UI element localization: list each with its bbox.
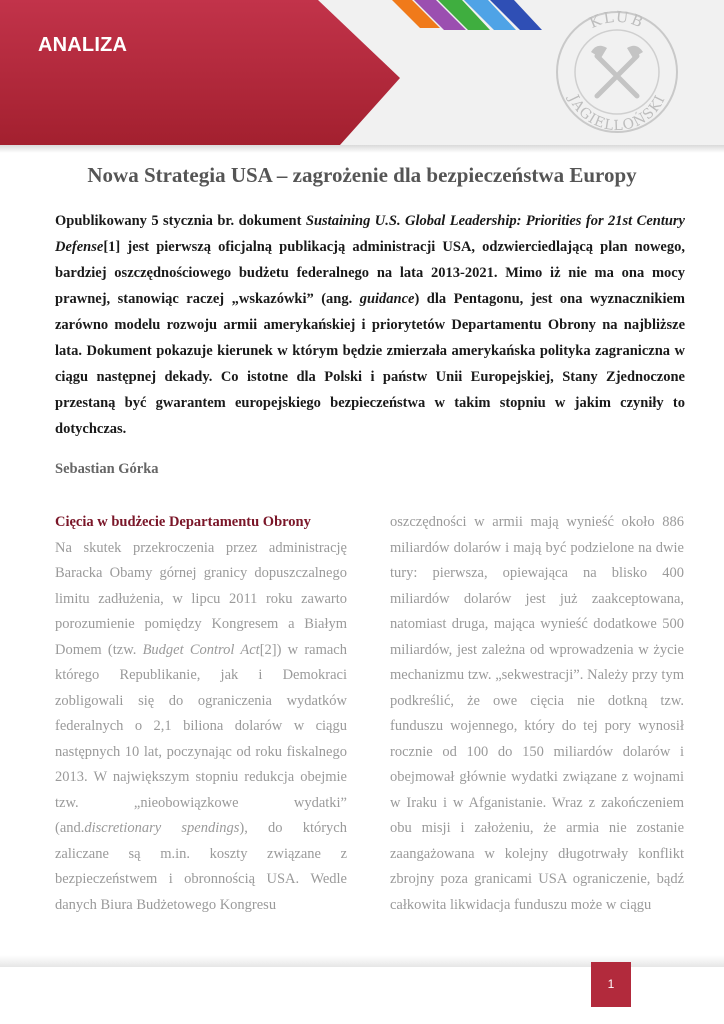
author-name: Sebastian Górka <box>55 461 159 477</box>
lead-text-2: jest pierwszą oficjalną publikacją administracji USA, odzwierciedlającą plan nowego, bardziej oszczędnościowego budżetu federalnego na lata 2013-2021. Mimo iż nie ma ona mocy prawnej, stanowiąc raczej „wskazówki” (ang. <box>55 239 685 307</box>
right-column <box>390 510 684 918</box>
lead-text-1: Opublikowany 5 stycznia br. dokument <box>55 213 306 229</box>
color-stripes-decoration <box>390 0 560 40</box>
lead-text-3: ) dla Pentagonu, jest ona wyznacznikiem zarówno modelu rozwoju armii amerykańskiej i priorytetów Departamentu Obrony na najbliższe lata. Dokument pokazuje kierunek w którym będzie zmierzała amerykańska polityka zagraniczna w ciągu następnej dekady. Co istotne dla Polski i państw Unii Europejskiej, Stany Zjednoczone przestaną być gwarantem europejskiego bezpieczeństwa w takim stopniu w jakim czyniły to dotychczas. <box>55 291 685 437</box>
left-text-1: Na skutek przekroczenia przez administrację Baracka Obamy górnej granicy dopuszczalnego limitu zadłużenia, w lipcu 2011 roku zawarto porozumienie pomiędzy Kongresem a Białym Domem (tzw. <box>55 539 347 658</box>
document-title: Sustaining U.S. Global Leadership: Priorities for 21st Century Defense <box>55 213 685 255</box>
left-text-2: ) w ramach którego Republikanie, jak i Demokraci zobligowali się do ograniczenia wydatków federalnych o 2,1 biliona dolarów w ciągu następnych 10 lat, poczynając od roku fiskalnego 2013. W największym stopniu redukcja obejmie tzw. „nieobowiązkowe wydatki” (and. <box>55 641 347 836</box>
svg-text:JAGIELLOŃSKI: JAGIELLOŃSKI <box>565 92 669 135</box>
discretionary-term: discretionary spendings <box>84 820 240 836</box>
klub-jagiellonski-logo <box>553 8 681 136</box>
footnote-ref-2[interactable]: [2] <box>259 641 277 658</box>
header-red-shape <box>0 0 400 145</box>
svg-text:KLUB: KLUB <box>586 8 648 32</box>
header-shadow <box>0 145 724 153</box>
header-banner <box>0 0 724 145</box>
lead-paragraph <box>55 208 685 442</box>
section-label: ANALIZA <box>38 34 128 56</box>
left-column <box>55 510 347 918</box>
section-heading: Cięcia w budżecie Departamentu Obrony <box>55 514 311 530</box>
guidance-term: guidance <box>359 291 415 307</box>
footnote-ref-1[interactable]: [1] <box>103 239 121 255</box>
page-number: 1 <box>591 962 631 1007</box>
article-title: Nowa Strategia USA – zagrożenie dla bezpieczeństwa Europy <box>87 163 637 187</box>
budget-control-act: Budget Control Act <box>142 641 260 658</box>
left-paragraph <box>55 536 347 919</box>
left-text-3: ), do których zaliczane są m.in. koszty związane z bezpieczeństwem i obronnością USA. Wedle danych Biura Budżetowego Kongresu <box>55 820 347 913</box>
right-paragraph: oszczędności w armii mają wynieść około 886 miliardów dolarów i mają być podzielone na dwie tury: pierwsza, opiewająca na blisko 400 miliardów dolarów jest już zaakceptowana, natomiast druga, mająca wynieść dodatkowe 500 miliardów, jest zależna od wprowadzenia w życie mechanizmu tzw. „sekwestracji”. Należy przy tym podkreślić, że owe cięcia nie dotkną tzw. funduszu wojennego, który do tej pory wynosił rocznie od 100 do 150 miliardów dolarów i obejmował głównie wydatki związane z wojnami w Iraku i w Afganistanie. Wraz z zakończeniem obu misji i założeniu, że armia nie zostanie zaangażowana w kolejny długotrwały konflikt zbrojny poza granicami USA ograniczenie, bądź całkowita likwidacja funduszu może w ciągu <box>390 514 684 913</box>
